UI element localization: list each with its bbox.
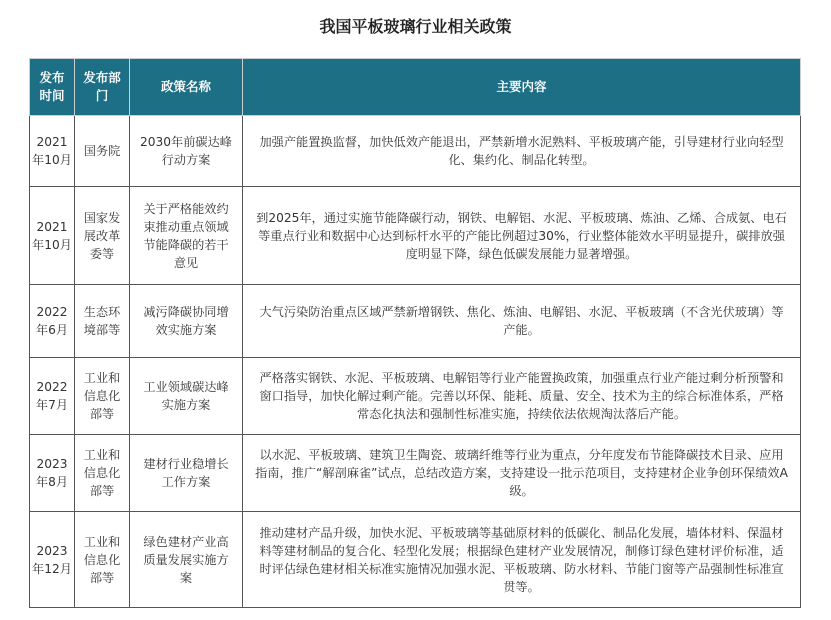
row-policy-name: 2030年前碳达峰行动方案 bbox=[130, 116, 243, 187]
row-date: 2023年12月 bbox=[30, 512, 75, 608]
header-content: 主要内容 bbox=[243, 59, 801, 116]
row-policy-name: 建材行业稳增长工作方案 bbox=[130, 435, 243, 512]
policy-table bbox=[29, 58, 801, 608]
header-date: 发布时间 bbox=[30, 59, 75, 116]
row-policy-name: 关于严格能效约束推动重点领域节能降碳的若干意见 bbox=[130, 187, 243, 285]
row-date: 2022年7月 bbox=[30, 358, 75, 435]
row-content: 到2025年，通过实施节能降碳行动，钢铁、电解铝、水泥、平板玻璃、炼油、乙烯、合成氨、电石等重点行业和数据中心达到标杆水平的产能比例超过30%，行业整体能效水平明显提升，碳排放强度明显下降，绿色低碳发展能力显著增强。 bbox=[243, 187, 801, 285]
row-date: 2022年6月 bbox=[30, 285, 75, 358]
table-row bbox=[30, 187, 801, 285]
row-dept: 国务院 bbox=[75, 116, 130, 187]
row-policy-name: 绿色建材产业高质量发展实施方案 bbox=[130, 512, 243, 608]
table-row bbox=[30, 512, 801, 608]
row-dept: 工业和信息化部等 bbox=[75, 512, 130, 608]
row-date: 2021年10月 bbox=[30, 116, 75, 187]
row-dept: 生态环境部等 bbox=[75, 285, 130, 358]
row-dept: 国家发展改革委等 bbox=[75, 187, 130, 285]
row-content: 以水泥、平板玻璃、建筑卫生陶瓷、玻璃纤维等行业为重点，分年度发布节能降碳技术目录、应用指南，推广“解剖麻雀”试点，总结改造方案，支持建设一批示范项目，支持建材企业争创环保绩效A级。 bbox=[243, 435, 801, 512]
row-content: 大气污染防治重点区域严禁新增钢铁、焦化、炼油、电解铝、水泥、平板玻璃（不含光伏玻璃）等产能。 bbox=[243, 285, 801, 358]
table-row bbox=[30, 285, 801, 358]
header-dept: 发布部门 bbox=[75, 59, 130, 116]
row-content: 加强产能置换监督，加快低效产能退出，严禁新增水泥熟料、平板玻璃产能，引导建材行业向轻型化、集约化、制品化转型。 bbox=[243, 116, 801, 187]
row-content: 严格落实钢铁、水泥、平板玻璃、电解铝等行业产能置换政策，加强重点行业产能过剩分析预警和窗口指导，加快化解过剩产能。完善以环保、能耗、质量、安全、技术为主的综合标准体系，严格常态化执法和强制性标准实施，持续依法依规淘汰落后产能。 bbox=[243, 358, 801, 435]
header-name: 政策名称 bbox=[130, 59, 243, 116]
row-date: 2021年10月 bbox=[30, 187, 75, 285]
table-row bbox=[30, 116, 801, 187]
table-header-row bbox=[30, 59, 801, 116]
page-title: 我国平板玻璃行业相关政策 bbox=[319, 17, 512, 36]
table-row bbox=[30, 358, 801, 435]
row-content: 推动建材产品升级，加快水泥、平板玻璃等基础原材料的低碳化、制品化发展，墙体材料、保温材料等建材制品的复合化、轻型化发展；根据绿色建材产业发展情况，制修订绿色建材评价标准，适时评估绿色建材相关标准实施情况加强水泥、平板玻璃、防水材料、节能门窗等产品强制性标准宣贯等。 bbox=[243, 512, 801, 608]
row-policy-name: 工业领域碳达峰实施方案 bbox=[130, 358, 243, 435]
row-dept: 工业和信息化部等 bbox=[75, 358, 130, 435]
table-row bbox=[30, 435, 801, 512]
row-date: 2023年8月 bbox=[30, 435, 75, 512]
row-dept: 工业和信息化部等 bbox=[75, 435, 130, 512]
row-policy-name: 减污降碳协同增效实施方案 bbox=[130, 285, 243, 358]
